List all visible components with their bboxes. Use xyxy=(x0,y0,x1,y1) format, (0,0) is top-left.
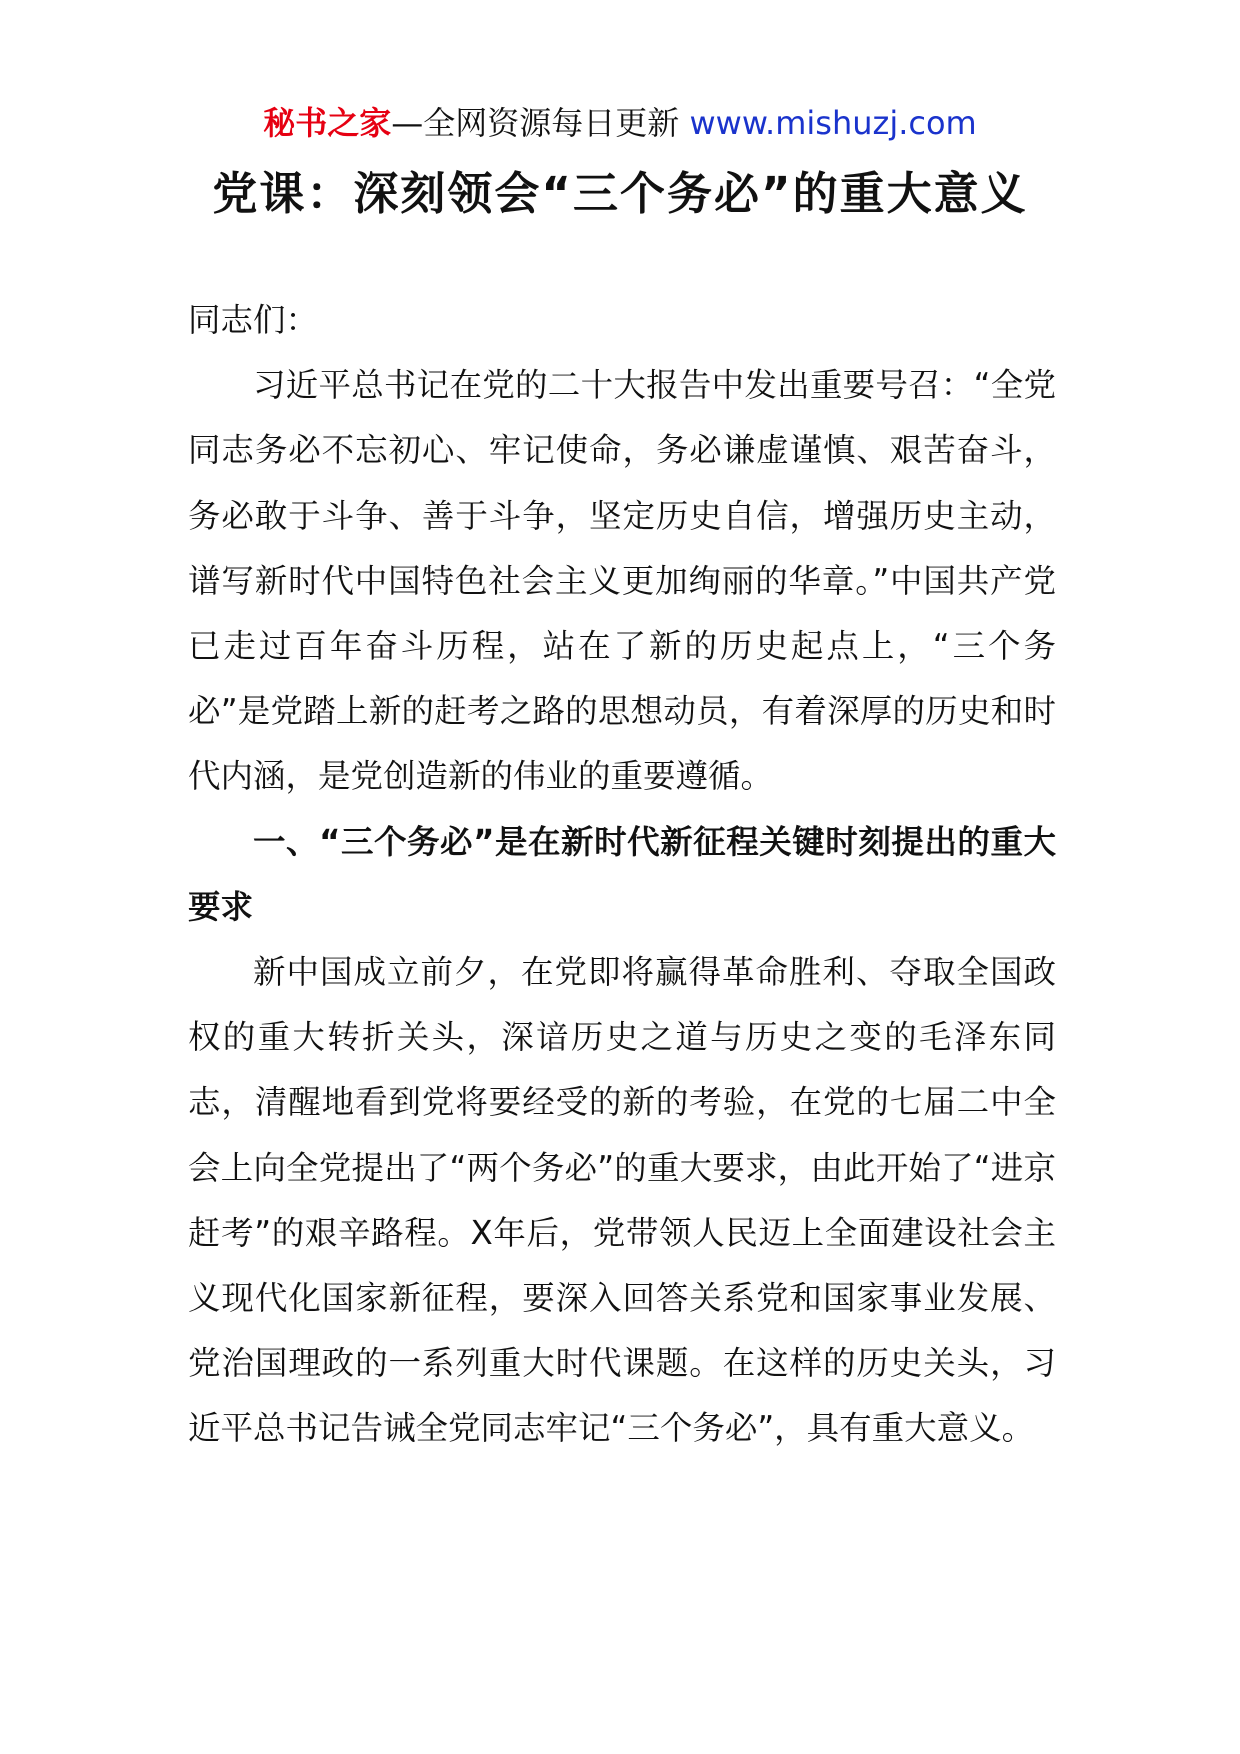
site-url: www.mishuzj.com xyxy=(689,104,977,142)
body-paragraph: 新中国成立前夕，在党即将赢得革命胜利、夺取全国政权的重大转折关头，深谙历史之道与历史之变的毛泽东同志，清醒地看到党将要经受的新的考验，在党的七届二中全会上向全党提出了“两个务必”的重大要求，由此开始了“进京赶考”的艰辛路程。X年后，党带领人民迈上全面建设社会主义现代化国家新征程，要深入回答关系党和国家事业发展、党治国理政的一系列重大时代课题。在这样的历史关头，习近平总书记告诫全党同志牢记“三个务必”，具有重大意义。 xyxy=(188,953,1056,1448)
document-body xyxy=(188,288,1056,1462)
body-paragraph: 习近平总书记在党的二十大报告中发出重要号召：“全党同志务必不忘初心、牢记使命，务必谦虚谨慎、艰苦奋斗，务必敢于斗争、善于斗争，坚定历史自信，增强历史主动，谱写新时代中国特色社会主义更加绚丽的华章。”中国共产党已走过百年奋斗历程，站在了新的历史起点上，“三个务必”是党踏上新的赶考之路的思想动员，有着深厚的历史和时代内涵，是党创造新的伟业的重要遵循。 xyxy=(188,366,1056,796)
brand-name: 秘书之家 xyxy=(263,104,392,142)
salutation: 同志们： xyxy=(188,301,319,339)
header-tagline: —全网资源每日更新 xyxy=(391,104,690,142)
section-heading: 一、“三个务必”是在新时代新征程关键时刻提出的重大要求 xyxy=(188,822,1056,926)
document-title: 党课：深刻领会“三个务必”的重大意义 xyxy=(212,167,1028,220)
site-header xyxy=(0,100,1240,146)
